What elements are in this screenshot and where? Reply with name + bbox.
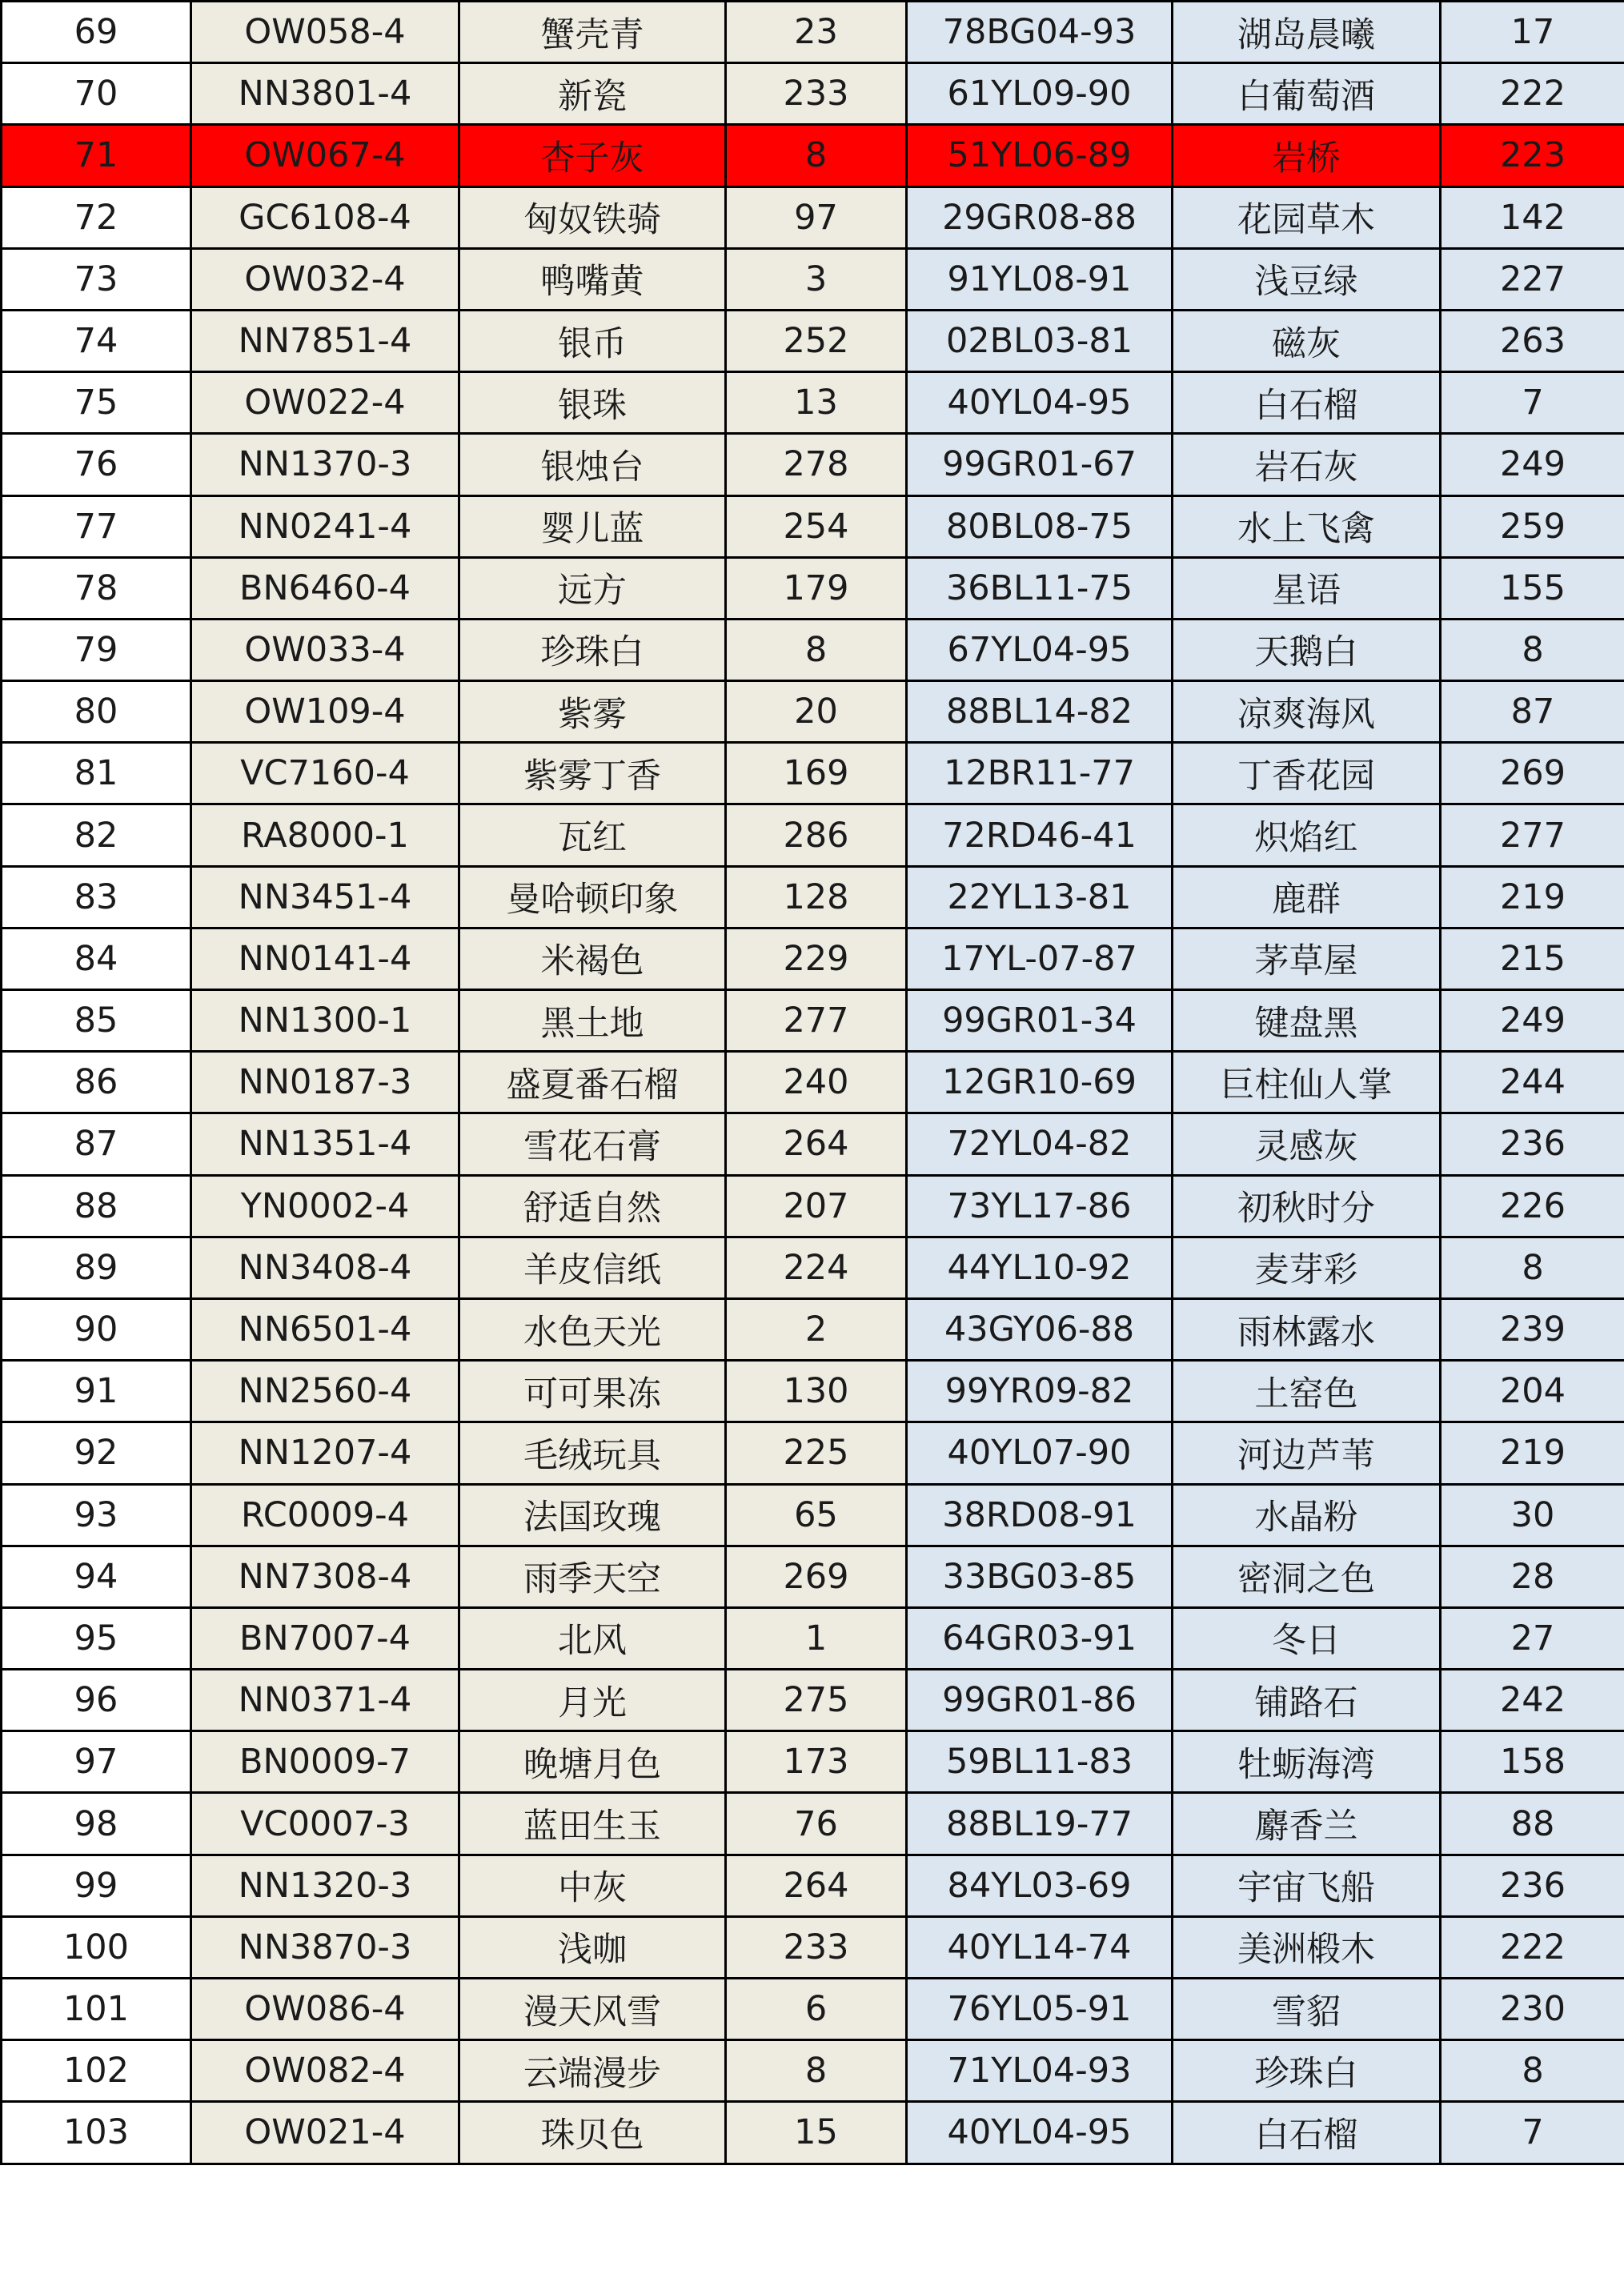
color-name-a-cell: 曼哈顿印象	[459, 866, 726, 928]
color-code-a-cell: NN3408-4	[191, 1237, 459, 1298]
color-name-a-cell: 雪花石膏	[459, 1113, 726, 1175]
row-index-cell: 94	[2, 1546, 191, 1607]
count-b-cell: 223	[1441, 125, 1624, 186]
count-b-cell: 269	[1441, 743, 1624, 804]
color-name-b-cell: 麝香兰	[1173, 1793, 1441, 1855]
color-code-b-cell: 84YL03-69	[907, 1855, 1173, 1916]
count-b-cell: 87	[1441, 681, 1624, 743]
color-name-b-cell: 湖岛晨曦	[1173, 2, 1441, 63]
count-a-cell: 225	[726, 1422, 907, 1484]
color-code-b-cell: 59BL11-83	[907, 1731, 1173, 1793]
color-code-a-cell: BN6460-4	[191, 557, 459, 619]
color-name-b-cell: 宇宙飞船	[1173, 1855, 1441, 1916]
row-index-cell: 93	[2, 1484, 191, 1546]
color-code-b-cell: 91YL08-91	[907, 248, 1173, 310]
color-code-a-cell: NN1300-1	[191, 990, 459, 1052]
table-row[interactable]	[2, 1361, 1624, 1422]
count-b-cell: 249	[1441, 990, 1624, 1052]
count-b-cell: 249	[1441, 434, 1624, 495]
row-index-cell: 73	[2, 248, 191, 310]
color-name-b-cell: 水上飞禽	[1173, 495, 1441, 557]
color-name-b-cell: 丁香花园	[1173, 743, 1441, 804]
count-b-cell: 30	[1441, 1484, 1624, 1546]
row-index-cell: 91	[2, 1361, 191, 1422]
color-name-a-cell: 紫雾	[459, 681, 726, 743]
color-name-b-cell: 花园草木	[1173, 186, 1441, 248]
color-code-a-cell: NN1370-3	[191, 434, 459, 495]
color-code-a-cell: OW021-4	[191, 2102, 459, 2164]
count-b-cell: 88	[1441, 1793, 1624, 1855]
count-b-cell: 239	[1441, 1298, 1624, 1360]
count-a-cell: 224	[726, 1237, 907, 1298]
color-code-a-cell: NN2560-4	[191, 1361, 459, 1422]
color-code-b-cell: 61YL09-90	[907, 63, 1173, 125]
count-a-cell: 130	[726, 1361, 907, 1422]
row-index-cell: 72	[2, 186, 191, 248]
color-name-b-cell: 天鹅白	[1173, 619, 1441, 680]
row-index-cell: 76	[2, 434, 191, 495]
count-b-cell: 222	[1441, 1916, 1624, 1978]
row-index-cell: 86	[2, 1052, 191, 1113]
table-row[interactable]	[2, 248, 1624, 310]
table-row[interactable]	[2, 1484, 1624, 1546]
color-name-b-cell: 雨林露水	[1173, 1298, 1441, 1360]
color-name-b-cell: 灵感灰	[1173, 1113, 1441, 1175]
color-name-b-cell: 密洞之色	[1173, 1546, 1441, 1607]
color-code-a-cell: NN7308-4	[191, 1546, 459, 1607]
count-a-cell: 169	[726, 743, 907, 804]
color-name-b-cell: 巨柱仙人掌	[1173, 1052, 1441, 1113]
row-index-cell: 82	[2, 804, 191, 866]
color-name-a-cell: 杏子灰	[459, 125, 726, 186]
color-code-a-cell: NN0141-4	[191, 928, 459, 989]
color-code-b-cell: 33BG03-85	[907, 1546, 1173, 1607]
count-b-cell: 7	[1441, 2102, 1624, 2164]
row-index-cell: 101	[2, 1979, 191, 2040]
color-name-a-cell: 新瓷	[459, 63, 726, 125]
color-name-a-cell: 月光	[459, 1670, 726, 1731]
color-name-b-cell: 白石榴	[1173, 2102, 1441, 2164]
table-row[interactable]	[2, 1175, 1624, 1237]
count-a-cell: 20	[726, 681, 907, 743]
count-b-cell: 155	[1441, 557, 1624, 619]
table-row[interactable]	[2, 804, 1624, 866]
table-row[interactable]	[2, 990, 1624, 1052]
color-name-a-cell: 浅咖	[459, 1916, 726, 1978]
table-row[interactable]	[2, 743, 1624, 804]
color-code-b-cell: 78BG04-93	[907, 2, 1173, 63]
color-name-a-cell: 法国玫瑰	[459, 1484, 726, 1546]
color-name-b-cell: 磁灰	[1173, 310, 1441, 371]
table-row[interactable]	[2, 1298, 1624, 1360]
color-code-b-cell: 38RD08-91	[907, 1484, 1173, 1546]
color-name-b-cell: 浅豆绿	[1173, 248, 1441, 310]
color-code-b-cell: 17YL-07-87	[907, 928, 1173, 989]
row-index-cell: 75	[2, 372, 191, 434]
color-name-b-cell: 初秋时分	[1173, 1175, 1441, 1237]
count-b-cell: 215	[1441, 928, 1624, 989]
row-index-cell: 78	[2, 557, 191, 619]
table-row[interactable]	[2, 1052, 1624, 1113]
count-a-cell: 233	[726, 63, 907, 125]
table-row[interactable]	[2, 2102, 1624, 2164]
row-index-cell: 83	[2, 866, 191, 928]
count-b-cell: 277	[1441, 804, 1624, 866]
count-b-cell: 222	[1441, 63, 1624, 125]
color-name-b-cell: 铺路石	[1173, 1670, 1441, 1731]
color-code-b-cell: 88BL14-82	[907, 681, 1173, 743]
row-index-cell: 69	[2, 2, 191, 63]
color-name-b-cell: 炽焰红	[1173, 804, 1441, 866]
color-name-b-cell: 水晶粉	[1173, 1484, 1441, 1546]
table-row[interactable]	[2, 2, 1624, 63]
row-index-cell: 88	[2, 1175, 191, 1237]
color-code-b-cell: 72YL04-82	[907, 1113, 1173, 1175]
color-code-b-cell: 29GR08-88	[907, 186, 1173, 248]
color-code-b-cell: 40YL04-95	[907, 2102, 1173, 2164]
row-index-cell: 89	[2, 1237, 191, 1298]
count-b-cell: 17	[1441, 2, 1624, 63]
count-b-cell: 28	[1441, 1546, 1624, 1607]
color-code-a-cell: NN7851-4	[191, 310, 459, 371]
color-name-b-cell: 麦芽彩	[1173, 1237, 1441, 1298]
color-name-b-cell: 河边芦苇	[1173, 1422, 1441, 1484]
color-code-a-cell: NN1351-4	[191, 1113, 459, 1175]
color-code-a-cell: NN6501-4	[191, 1298, 459, 1360]
count-b-cell: 244	[1441, 1052, 1624, 1113]
count-a-cell: 278	[726, 434, 907, 495]
color-code-a-cell: NN0371-4	[191, 1670, 459, 1731]
row-index-cell: 100	[2, 1916, 191, 1978]
color-code-b-cell: 43GY06-88	[907, 1298, 1173, 1360]
count-b-cell: 204	[1441, 1361, 1624, 1422]
count-b-cell: 227	[1441, 248, 1624, 310]
color-code-a-cell: OW032-4	[191, 248, 459, 310]
count-b-cell: 7	[1441, 372, 1624, 434]
count-b-cell: 242	[1441, 1670, 1624, 1731]
color-code-a-cell: VC0007-3	[191, 1793, 459, 1855]
color-code-a-cell: NN3451-4	[191, 866, 459, 928]
color-name-a-cell: 瓦红	[459, 804, 726, 866]
color-code-b-cell: 44YL10-92	[907, 1237, 1173, 1298]
table-row-highlighted[interactable]	[2, 125, 1624, 186]
count-b-cell: 158	[1441, 1731, 1624, 1793]
color-code-a-cell: NN3870-3	[191, 1916, 459, 1978]
row-index-cell: 99	[2, 1855, 191, 1916]
row-index-cell: 77	[2, 495, 191, 557]
color-code-a-cell: OW082-4	[191, 2040, 459, 2102]
color-name-b-cell: 冬日	[1173, 1607, 1441, 1669]
table-row[interactable]	[2, 2040, 1624, 2102]
row-index-cell: 74	[2, 310, 191, 371]
table-row[interactable]	[2, 186, 1624, 248]
count-a-cell: 269	[726, 1546, 907, 1607]
count-a-cell: 23	[726, 2, 907, 63]
color-name-a-cell: 珍珠白	[459, 619, 726, 680]
color-name-b-cell: 美洲椴木	[1173, 1916, 1441, 1978]
table-row[interactable]	[2, 1546, 1624, 1607]
color-name-b-cell: 岩桥	[1173, 125, 1441, 186]
count-a-cell: 275	[726, 1670, 907, 1731]
color-code-b-cell: 99GR01-67	[907, 434, 1173, 495]
count-a-cell: 252	[726, 310, 907, 371]
row-index-cell: 70	[2, 63, 191, 125]
color-name-a-cell: 雨季天空	[459, 1546, 726, 1607]
color-code-a-cell: RC0009-4	[191, 1484, 459, 1546]
color-code-a-cell: OW022-4	[191, 372, 459, 434]
count-a-cell: 6	[726, 1979, 907, 2040]
count-a-cell: 128	[726, 866, 907, 928]
color-name-a-cell: 可可果冻	[459, 1361, 726, 1422]
color-code-b-cell: 99YR09-82	[907, 1361, 1173, 1422]
color-code-a-cell: NN1320-3	[191, 1855, 459, 1916]
table-row[interactable]	[2, 434, 1624, 495]
count-a-cell: 179	[726, 557, 907, 619]
color-name-b-cell: 雪貂	[1173, 1979, 1441, 2040]
color-name-b-cell: 凉爽海风	[1173, 681, 1441, 743]
color-code-a-cell: NN1207-4	[191, 1422, 459, 1484]
color-name-b-cell: 白葡萄酒	[1173, 63, 1441, 125]
color-code-a-cell: NN0187-3	[191, 1052, 459, 1113]
count-a-cell: 264	[726, 1855, 907, 1916]
color-name-a-cell: 舒适自然	[459, 1175, 726, 1237]
color-code-b-cell: 67YL04-95	[907, 619, 1173, 680]
color-name-a-cell: 蟹壳青	[459, 2, 726, 63]
table-row[interactable]	[2, 1979, 1624, 2040]
color-name-a-cell: 鸭嘴黄	[459, 248, 726, 310]
color-name-a-cell: 远方	[459, 557, 726, 619]
count-a-cell: 207	[726, 1175, 907, 1237]
color-code-b-cell: 40YL07-90	[907, 1422, 1173, 1484]
color-code-a-cell: BN0009-7	[191, 1731, 459, 1793]
color-name-b-cell: 星语	[1173, 557, 1441, 619]
color-code-b-cell: 72RD46-41	[907, 804, 1173, 866]
count-a-cell: 286	[726, 804, 907, 866]
count-a-cell: 264	[726, 1113, 907, 1175]
row-index-cell: 71	[2, 125, 191, 186]
count-b-cell: 219	[1441, 1422, 1624, 1484]
row-index-cell: 97	[2, 1731, 191, 1793]
color-name-a-cell: 银币	[459, 310, 726, 371]
color-name-b-cell: 牡蛎海湾	[1173, 1731, 1441, 1793]
row-index-cell: 95	[2, 1607, 191, 1669]
color-code-a-cell: GC6108-4	[191, 186, 459, 248]
count-a-cell: 1	[726, 1607, 907, 1669]
color-code-b-cell: 12BR11-77	[907, 743, 1173, 804]
table-row[interactable]	[2, 928, 1624, 989]
color-name-a-cell: 晚塘月色	[459, 1731, 726, 1793]
color-code-b-cell: 22YL13-81	[907, 866, 1173, 928]
row-index-cell: 103	[2, 2102, 191, 2164]
color-name-a-cell: 盛夏番石榴	[459, 1052, 726, 1113]
color-code-a-cell: BN7007-4	[191, 1607, 459, 1669]
row-index-cell: 90	[2, 1298, 191, 1360]
table-row[interactable]	[2, 495, 1624, 557]
color-name-b-cell: 土窑色	[1173, 1361, 1441, 1422]
color-name-b-cell: 岩石灰	[1173, 434, 1441, 495]
color-code-a-cell: VC7160-4	[191, 743, 459, 804]
color-code-b-cell: 99GR01-86	[907, 1670, 1173, 1731]
color-code-b-cell: 88BL19-77	[907, 1793, 1173, 1855]
table-row[interactable]	[2, 63, 1624, 125]
count-a-cell: 13	[726, 372, 907, 434]
color-name-b-cell: 鹿群	[1173, 866, 1441, 928]
color-name-b-cell: 白石榴	[1173, 372, 1441, 434]
row-index-cell: 85	[2, 990, 191, 1052]
color-name-a-cell: 毛绒玩具	[459, 1422, 726, 1484]
table-row[interactable]	[2, 1916, 1624, 1978]
row-index-cell: 102	[2, 2040, 191, 2102]
color-name-a-cell: 漫天风雪	[459, 1979, 726, 2040]
table-row[interactable]	[2, 866, 1624, 928]
count-a-cell: 2	[726, 1298, 907, 1360]
color-code-b-cell: 02BL03-81	[907, 310, 1173, 371]
color-code-a-cell: OW067-4	[191, 125, 459, 186]
color-name-a-cell: 紫雾丁香	[459, 743, 726, 804]
count-a-cell: 173	[726, 1731, 907, 1793]
count-b-cell: 236	[1441, 1113, 1624, 1175]
color-code-b-cell: 64GR03-91	[907, 1607, 1173, 1669]
color-code-a-cell: OW058-4	[191, 2, 459, 63]
color-name-a-cell: 黑土地	[459, 990, 726, 1052]
color-code-b-cell: 71YL04-93	[907, 2040, 1173, 2102]
color-name-a-cell: 米褐色	[459, 928, 726, 989]
count-a-cell: 15	[726, 2102, 907, 2164]
color-name-b-cell: 珍珠白	[1173, 2040, 1441, 2102]
color-name-a-cell: 珠贝色	[459, 2102, 726, 2164]
table-row[interactable]	[2, 1670, 1624, 1731]
color-name-a-cell: 云端漫步	[459, 2040, 726, 2102]
table-row[interactable]	[2, 372, 1624, 434]
color-name-a-cell: 水色天光	[459, 1298, 726, 1360]
table-row[interactable]	[2, 619, 1624, 680]
count-b-cell: 226	[1441, 1175, 1624, 1237]
color-name-b-cell: 键盘黑	[1173, 990, 1441, 1052]
count-a-cell: 240	[726, 1052, 907, 1113]
table-body	[2, 2, 1624, 2164]
table-row[interactable]	[2, 1607, 1624, 1669]
color-name-a-cell: 匈奴铁骑	[459, 186, 726, 248]
color-code-b-cell: 99GR01-34	[907, 990, 1173, 1052]
color-code-b-cell: 40YL04-95	[907, 372, 1173, 434]
row-index-cell: 92	[2, 1422, 191, 1484]
color-code-a-cell: NN0241-4	[191, 495, 459, 557]
row-index-cell: 81	[2, 743, 191, 804]
color-name-a-cell: 中灰	[459, 1855, 726, 1916]
count-b-cell: 142	[1441, 186, 1624, 248]
count-a-cell: 76	[726, 1793, 907, 1855]
count-a-cell: 229	[726, 928, 907, 989]
count-b-cell: 27	[1441, 1607, 1624, 1669]
count-b-cell: 263	[1441, 310, 1624, 371]
count-a-cell: 97	[726, 186, 907, 248]
table-row[interactable]	[2, 1422, 1624, 1484]
count-a-cell: 8	[726, 125, 907, 186]
row-index-cell: 96	[2, 1670, 191, 1731]
color-name-a-cell: 羊皮信纸	[459, 1237, 726, 1298]
color-code-a-cell: OW033-4	[191, 619, 459, 680]
count-a-cell: 277	[726, 990, 907, 1052]
color-code-a-cell: RA8000-1	[191, 804, 459, 866]
count-b-cell: 236	[1441, 1855, 1624, 1916]
color-code-b-cell: 73YL17-86	[907, 1175, 1173, 1237]
color-name-a-cell: 婴儿蓝	[459, 495, 726, 557]
count-b-cell: 8	[1441, 619, 1624, 680]
row-index-cell: 79	[2, 619, 191, 680]
color-name-a-cell: 银珠	[459, 372, 726, 434]
color-code-a-cell: OW109-4	[191, 681, 459, 743]
color-code-b-cell: 51YL06-89	[907, 125, 1173, 186]
table-row[interactable]	[2, 1855, 1624, 1916]
color-code-b-cell: 40YL14-74	[907, 1916, 1173, 1978]
count-a-cell: 8	[726, 2040, 907, 2102]
color-name-a-cell: 蓝田生玉	[459, 1793, 726, 1855]
table-row[interactable]	[2, 1113, 1624, 1175]
count-a-cell: 233	[726, 1916, 907, 1978]
row-index-cell: 87	[2, 1113, 191, 1175]
count-b-cell: 8	[1441, 2040, 1624, 2102]
table-row[interactable]	[2, 1793, 1624, 1855]
table-row[interactable]	[2, 310, 1624, 371]
color-name-a-cell: 银烛台	[459, 434, 726, 495]
row-index-cell: 98	[2, 1793, 191, 1855]
color-code-a-cell: YN0002-4	[191, 1175, 459, 1237]
color-code-a-cell: OW086-4	[191, 1979, 459, 2040]
color-code-b-cell: 76YL05-91	[907, 1979, 1173, 2040]
table-row[interactable]	[2, 557, 1624, 619]
color-code-b-cell: 36BL11-75	[907, 557, 1173, 619]
table-row[interactable]	[2, 1237, 1624, 1298]
table-row[interactable]	[2, 1731, 1624, 1793]
count-b-cell: 8	[1441, 1237, 1624, 1298]
color-name-a-cell: 北风	[459, 1607, 726, 1669]
color-name-b-cell: 茅草屋	[1173, 928, 1441, 989]
row-index-cell: 84	[2, 928, 191, 989]
count-b-cell: 219	[1441, 866, 1624, 928]
color-code-a-cell: NN3801-4	[191, 63, 459, 125]
color-code-b-cell: 12GR10-69	[907, 1052, 1173, 1113]
color-code-b-cell: 80BL08-75	[907, 495, 1173, 557]
count-a-cell: 254	[726, 495, 907, 557]
row-index-cell: 80	[2, 681, 191, 743]
count-a-cell: 3	[726, 248, 907, 310]
count-b-cell: 259	[1441, 495, 1624, 557]
count-a-cell: 65	[726, 1484, 907, 1546]
count-a-cell: 8	[726, 619, 907, 680]
count-b-cell: 230	[1441, 1979, 1624, 2040]
table-row[interactable]	[2, 681, 1624, 743]
